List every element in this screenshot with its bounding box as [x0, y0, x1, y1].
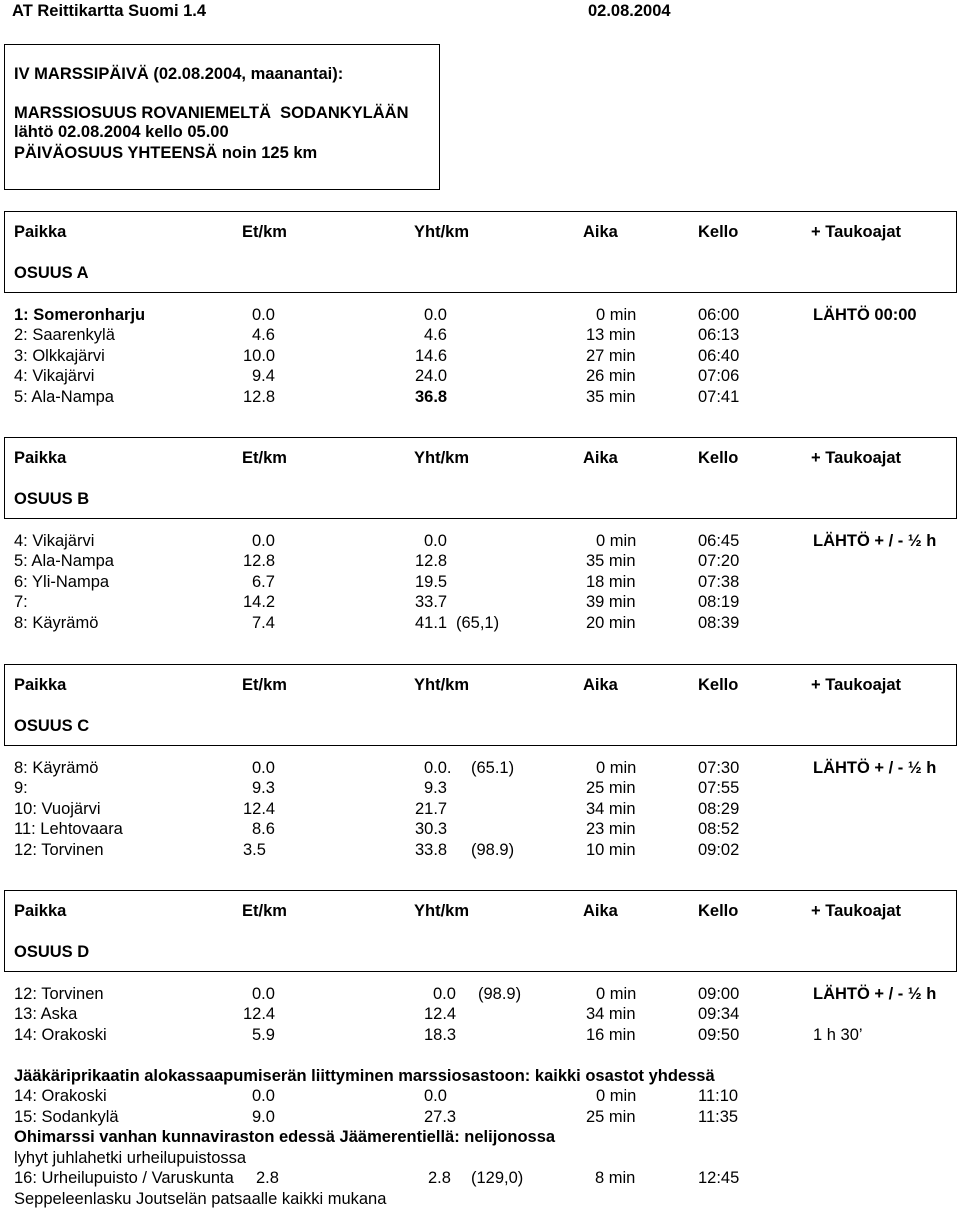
footer-note: Ohimarssi vanhan kunnaviraston edessä Jäämerentiellä: nelijonossa — [14, 1128, 556, 1146]
col-etkm: Et/km — [242, 223, 287, 241]
tauko-cell: LÄHTÖ + / - ½ h — [813, 985, 937, 1003]
place-cell: 10: Vuojärvi — [14, 800, 101, 818]
tauko-cell: LÄHTÖ + / - ½ h — [813, 532, 937, 550]
place-cell: 3: Olkkajärvi — [14, 347, 105, 365]
footer-note: lyhyt juhlahetki urheilupuistossa — [14, 1149, 247, 1167]
kello-cell: 09:34 — [698, 1005, 740, 1023]
etkm-cell: 9.0 — [252, 1108, 275, 1126]
yhtkm-cell: 36.8 — [415, 388, 448, 406]
extra-cell: (129,0) — [471, 1169, 524, 1187]
kello-cell: 09:50 — [698, 1026, 740, 1044]
aika-cell: 0 min — [596, 306, 637, 324]
yhtkm-cell: 41.1 — [415, 614, 448, 632]
footer-note: Jääkäriprikaatin alokassaapumiserän liittyminen marssiosastoon: kaikki osastot yhdessä — [14, 1067, 715, 1085]
col-tauko: + Taukoajat — [811, 223, 902, 241]
start-heading: lähtö 02.08.2004 kello 05.00 — [14, 123, 229, 141]
aika-cell: 13 min — [586, 326, 636, 344]
kello-cell: 12:45 — [698, 1169, 740, 1187]
place-cell: 6: Yli-Nampa — [14, 573, 110, 591]
col-paikka: Paikka — [14, 449, 67, 467]
etkm-cell: 0.0 — [252, 759, 275, 777]
yhtkm-cell: 0.0 — [424, 1087, 447, 1105]
kello-cell: 08:52 — [698, 820, 740, 838]
kello-cell: 07:30 — [698, 759, 740, 777]
kello-cell: 07:38 — [698, 573, 740, 591]
col-etkm: Et/km — [242, 449, 287, 467]
etkm-cell: 8.6 — [252, 820, 275, 838]
section-title: OSUUS B — [14, 490, 90, 508]
etkm-cell: 0.0 — [252, 985, 275, 1003]
place-cell: 5: Ala-Nampa — [14, 388, 114, 406]
place-cell: 5: Ala-Nampa — [14, 552, 114, 570]
yhtkm-cell: 0.0 — [433, 985, 456, 1003]
place-cell: 8: Käyrämö — [14, 759, 99, 777]
total-heading: PÄIVÄOSUUS YHTEENSÄ noin 125 km — [14, 144, 318, 162]
place-cell: 12: Torvinen — [14, 985, 104, 1003]
yhtkm-cell: 12.4 — [424, 1005, 457, 1023]
kello-cell: 08:19 — [698, 593, 740, 611]
yhtkm-cell: 9.3 — [424, 779, 447, 797]
etkm-cell: 12.8 — [243, 388, 276, 406]
extra-cell: (98.9) — [471, 841, 515, 859]
kello-cell: 07:06 — [698, 367, 740, 385]
yhtkm-cell: 4.6 — [424, 326, 447, 344]
section-title: OSUUS D — [14, 943, 90, 961]
aika-cell: 0 min — [596, 532, 637, 550]
place-cell: 14: Orakoski — [14, 1026, 107, 1044]
aika-cell: 8 min — [595, 1169, 636, 1187]
kello-cell: 11:35 — [698, 1108, 739, 1126]
aika-cell: 23 min — [586, 820, 636, 838]
etkm-cell: 4.6 — [252, 326, 275, 344]
etkm-cell: 7.4 — [252, 614, 275, 632]
kello-cell: 06:00 — [698, 306, 740, 324]
aika-cell: 35 min — [586, 388, 636, 406]
aika-cell: 0 min — [596, 759, 637, 777]
kello-cell: 11:10 — [698, 1087, 739, 1105]
place-cell: 12: Torvinen — [14, 841, 104, 859]
yhtkm-cell: 0.0 — [424, 306, 447, 324]
col-aika: Aika — [583, 223, 618, 241]
section-title: OSUUS A — [14, 264, 89, 282]
col-paikka: Paikka — [14, 902, 67, 920]
col-yhtkm: Yht/km — [414, 902, 470, 920]
col-yhtkm: Yht/km — [414, 449, 470, 467]
yhtkm-cell: 33.8 — [415, 841, 448, 859]
kello-cell: 08:39 — [698, 614, 740, 632]
yhtkm-cell: 19.5 — [415, 573, 448, 591]
yhtkm-cell: 27.3 — [424, 1108, 457, 1126]
kello-cell: 09:02 — [698, 841, 740, 859]
etkm-cell: 3.5 — [243, 841, 266, 859]
extra-cell: (98.9) — [478, 985, 522, 1003]
aika-cell: 35 min — [586, 552, 636, 570]
place-cell: 11: Lehtovaara — [14, 820, 123, 838]
tauko-cell: LÄHTÖ + / - ½ h — [813, 759, 937, 777]
col-aika: Aika — [583, 449, 618, 467]
col-aika: Aika — [583, 902, 618, 920]
place-cell: 2: Saarenkylä — [14, 326, 115, 344]
place-cell: 8: Käyrämö — [14, 614, 99, 632]
aika-cell: 26 min — [586, 367, 636, 385]
yhtkm-cell: 30.3 — [415, 820, 448, 838]
yhtkm-cell: 0.0 — [424, 532, 447, 550]
col-kello: Kello — [698, 676, 739, 694]
col-kello: Kello — [698, 449, 739, 467]
place-cell: 1: Someronharju — [14, 306, 146, 324]
col-tauko: + Taukoajat — [811, 902, 902, 920]
kello-cell: 08:29 — [698, 800, 740, 818]
document-date: 02.08.2004 — [588, 2, 671, 20]
col-paikka: Paikka — [14, 223, 67, 241]
col-etkm: Et/km — [242, 902, 287, 920]
place-cell: 14: Orakoski — [14, 1087, 107, 1105]
etkm-cell: 10.0 — [243, 347, 276, 365]
kello-cell: 06:45 — [698, 532, 740, 550]
yhtkm-cell: 2.8 — [428, 1169, 451, 1187]
etkm-cell: 2.8 — [256, 1169, 279, 1187]
yhtkm-cell: 21.7 — [415, 800, 448, 818]
aika-cell: 25 min — [586, 779, 636, 797]
place-cell: 4: Vikajärvi — [14, 532, 95, 550]
col-aika: Aika — [583, 676, 618, 694]
footer-note: Seppeleenlasku Joutselän patsaalle kaikki mukana — [14, 1190, 387, 1208]
aika-cell: 16 min — [586, 1026, 636, 1044]
kello-cell: 06:13 — [698, 326, 740, 344]
aika-cell: 18 min — [586, 573, 636, 591]
extra-cell: (65,1) — [456, 614, 500, 632]
etkm-cell: 6.7 — [252, 573, 275, 591]
aika-cell: 0 min — [596, 1087, 637, 1105]
tauko-cell: LÄHTÖ 00:00 — [813, 306, 917, 324]
col-tauko: + Taukoajat — [811, 676, 902, 694]
col-etkm: Et/km — [242, 676, 287, 694]
kello-cell: 07:55 — [698, 779, 740, 797]
col-tauko: + Taukoajat — [811, 449, 902, 467]
aika-cell: 34 min — [586, 1005, 636, 1023]
col-kello: Kello — [698, 223, 739, 241]
tauko-cell: 1 h 30’ — [813, 1026, 863, 1044]
etkm-cell: 0.0 — [252, 306, 275, 324]
yhtkm-cell: 33.7 — [415, 593, 448, 611]
leg-heading: MARSSIOSUUS ROVANIEMELTÄ SODANKYLÄÄN — [14, 104, 409, 122]
aika-cell: 39 min — [586, 593, 636, 611]
yhtkm-cell: 18.3 — [424, 1026, 457, 1044]
etkm-cell: 5.9 — [252, 1026, 275, 1044]
col-kello: Kello — [698, 902, 739, 920]
etkm-cell: 12.4 — [243, 1005, 276, 1023]
etkm-cell: 12.4 — [243, 800, 276, 818]
aika-cell: 10 min — [586, 841, 636, 859]
place-cell: 9: — [14, 779, 28, 797]
yhtkm-cell: 24.0 — [415, 367, 448, 385]
etkm-cell: 9.4 — [252, 367, 275, 385]
yhtkm-cell: 14.6 — [415, 347, 448, 365]
aika-cell: 34 min — [586, 800, 636, 818]
place-cell: 13: Aska — [14, 1005, 78, 1023]
col-paikka: Paikka — [14, 676, 67, 694]
yhtkm-cell: 12.8 — [415, 552, 448, 570]
etkm-cell: 0.0 — [252, 1087, 275, 1105]
etkm-cell: 9.3 — [252, 779, 275, 797]
aika-cell: 27 min — [586, 347, 636, 365]
extra-cell: (65.1) — [471, 759, 515, 777]
document-title: AT Reittikartta Suomi 1.4 — [12, 2, 207, 20]
yhtkm-cell: 0.0. — [424, 759, 452, 777]
kello-cell: 09:00 — [698, 985, 740, 1003]
etkm-cell: 0.0 — [252, 532, 275, 550]
kello-cell: 07:41 — [698, 388, 740, 406]
day-heading: IV MARSSIPÄIVÄ (02.08.2004, maanantai): — [14, 65, 344, 83]
place-cell: 15: Sodankylä — [14, 1108, 119, 1126]
col-yhtkm: Yht/km — [414, 223, 470, 241]
place-cell: 16: Urheilupuisto / Varuskunta — [14, 1169, 234, 1187]
place-cell: 4: Vikajärvi — [14, 367, 95, 385]
aika-cell: 0 min — [596, 985, 637, 1003]
place-cell: 7: — [14, 593, 28, 611]
etkm-cell: 14.2 — [243, 593, 276, 611]
col-yhtkm: Yht/km — [414, 676, 470, 694]
section-title: OSUUS C — [14, 717, 90, 735]
etkm-cell: 12.8 — [243, 552, 276, 570]
aika-cell: 25 min — [586, 1108, 636, 1126]
kello-cell: 07:20 — [698, 552, 740, 570]
kello-cell: 06:40 — [698, 347, 740, 365]
aika-cell: 20 min — [586, 614, 636, 632]
